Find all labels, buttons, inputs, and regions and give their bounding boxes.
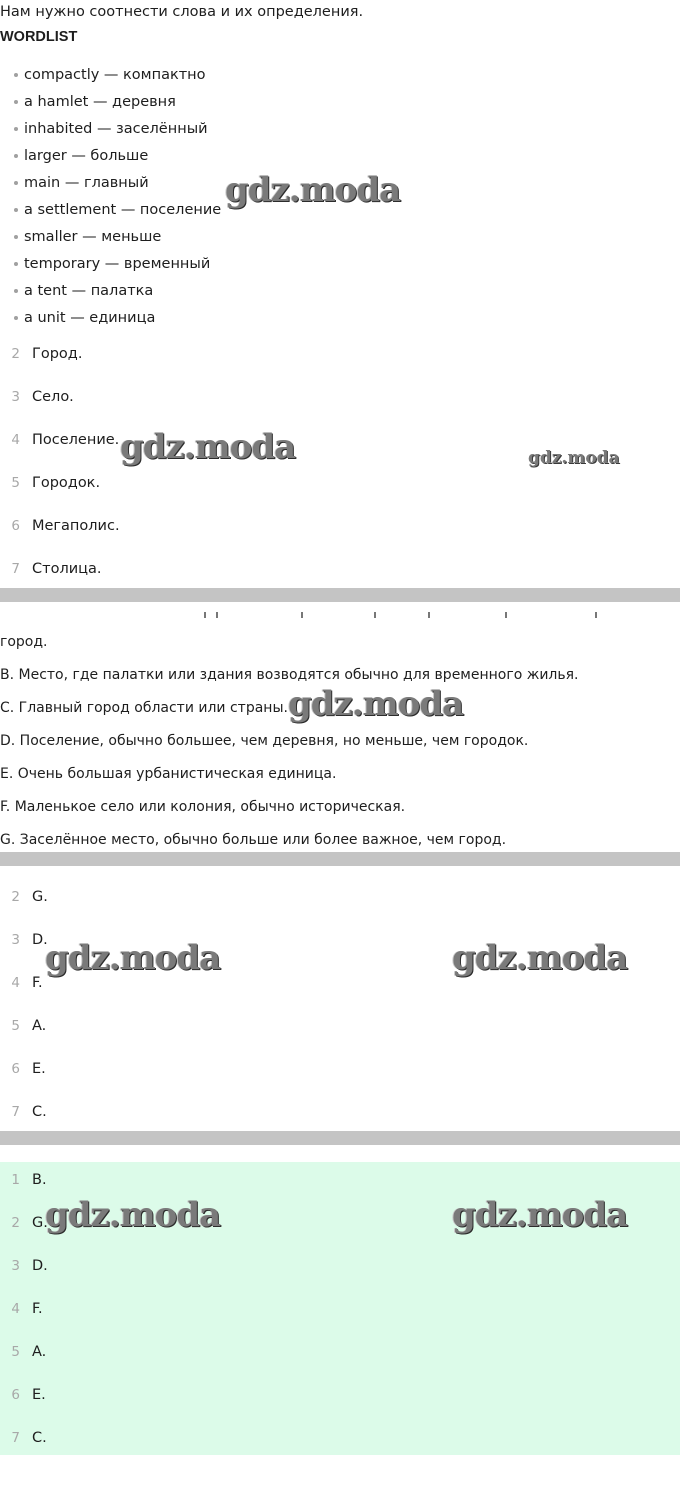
definition-item: C. Главный город области или страны. [0,700,288,716]
list-item [0,1058,48,1101]
watermark-logo: gdz.moda [45,938,221,978]
item-number: 3 [11,1258,20,1274]
item-text: C. [32,1430,47,1446]
item-number: 6 [11,518,20,534]
definition-item: B. Место, где палатки или здания возводятся обычно для временного жилья. [0,667,579,683]
list-item [0,1255,48,1298]
translation-list [0,343,120,601]
item-number: 5 [11,475,20,491]
list-item [0,886,48,929]
list-item [0,386,120,429]
list-item [0,515,120,558]
wordlist-item: a unit — единица [0,307,221,334]
answer-list-final [0,1169,48,1470]
final-answer-block [0,1162,680,1455]
watermark-logo: gdz.moda [45,1195,221,1235]
item-number: 7 [11,1104,20,1120]
item-text: D. [32,1258,48,1274]
item-number: 5 [11,1018,20,1034]
definition-item: F. Маленькое село или колония, обычно историческая. [0,799,406,815]
list-item [0,1341,48,1384]
watermark-logo: gdz.moda [452,1195,628,1235]
list-item [0,1427,48,1470]
item-number: 6 [11,1387,20,1403]
item-text: F. [32,975,43,991]
list-item [0,972,48,1015]
item-text: G. [32,1215,48,1231]
item-text: A. [32,1018,47,1034]
wordlist-item: main — главный [0,172,221,199]
list-item [0,429,120,472]
item-number: 6 [11,1061,20,1077]
cropped-text-fragment [0,612,680,620]
list-item [0,343,120,386]
item-text: Городок. [32,475,101,491]
item-number: 4 [11,432,20,448]
item-text: Село. [32,389,74,405]
watermark-logo: gdz.moda [452,938,628,978]
item-text: G. [32,889,48,905]
item-number: 5 [11,1344,20,1360]
item-text: F. [32,1301,43,1317]
item-text: B. [32,1172,47,1188]
item-number: 4 [11,1301,20,1317]
section-separator [0,1131,680,1145]
item-text: Столица. [32,561,102,577]
list-item [0,472,120,515]
item-number: 7 [11,1430,20,1446]
item-text: E. [32,1387,46,1403]
item-text: E. [32,1061,46,1077]
wordlist [0,64,221,334]
wordlist-title: WORDLIST [0,29,78,45]
wordlist-item: compactly — компактно [0,64,221,91]
watermark-logo: gdz.moda [120,427,296,467]
wordlist-item: a hamlet — деревня [0,91,221,118]
section-separator [0,852,680,866]
list-item [0,929,48,972]
item-number: 4 [11,975,20,991]
definition-item: E. Очень большая урбанистическая единица. [0,766,337,782]
item-text: D. [32,932,48,948]
list-item [0,1212,48,1255]
definition-item: G. Заселённое место, обычно больше или более важное, чем город. [0,832,507,848]
item-text: Поселение. [32,432,120,448]
item-number: 2 [11,889,20,905]
list-item [0,1384,48,1427]
item-text: A. [32,1344,47,1360]
item-number: 2 [11,346,20,362]
list-item [0,1169,48,1212]
item-number: 3 [11,389,20,405]
section-separator [0,588,680,602]
wordlist-item: larger — больше [0,145,221,172]
item-text: Город. [32,346,83,362]
definition-item: D. Поселение, обычно большее, чем деревня, но меньше, чем городок. [0,733,529,749]
wordlist-item: smaller — меньше [0,226,221,253]
item-number: 1 [11,1172,20,1188]
item-number: 2 [11,1215,20,1231]
task-intro: Нам нужно соотнести слова и их определения. [0,4,364,20]
wordlist-item: a settlement — поселение [0,199,221,226]
answer-list-partial [0,886,48,1144]
wordlist-item: inhabited — заселённый [0,118,221,145]
definition-item: город. [0,634,48,650]
watermark-logo: gdz.moda [225,170,401,210]
item-number: 7 [11,561,20,577]
item-number: 3 [11,932,20,948]
watermark-logo: gdz.moda [528,448,620,468]
definitions-list [0,633,579,864]
list-item [0,1015,48,1058]
wordlist-item: temporary — временный [0,253,221,280]
wordlist-item: a tent — палатка [0,280,221,307]
item-text: C. [32,1104,47,1120]
list-item [0,1298,48,1341]
watermark-logo: gdz.moda [288,684,464,724]
item-text: Мегаполис. [32,518,120,534]
